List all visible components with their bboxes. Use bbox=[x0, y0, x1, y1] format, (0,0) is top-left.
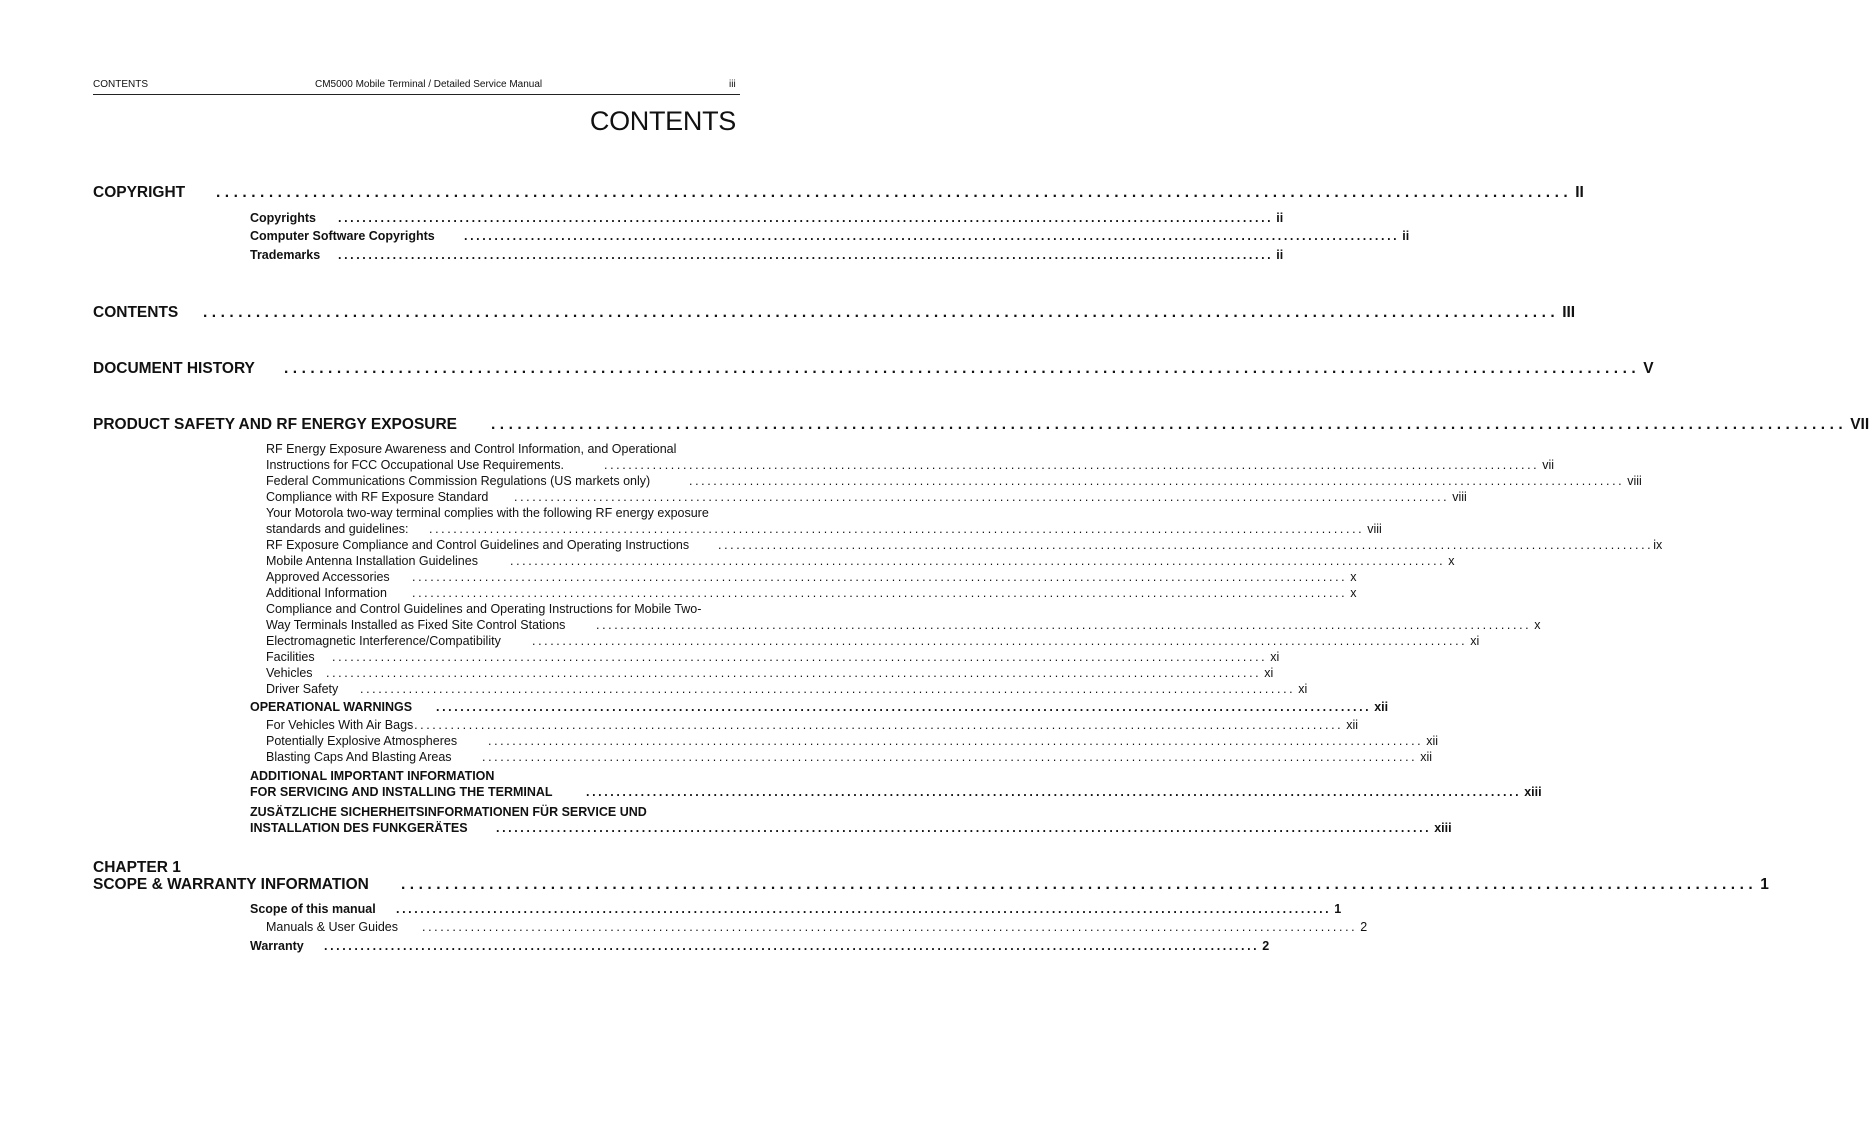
toc-entry-fixed-site[interactable] bbox=[266, 618, 1541, 632]
toc-entry-blasting[interactable] bbox=[266, 750, 1433, 764]
toc-leader: .......................................................................................................................................................... bbox=[482, 750, 1418, 764]
toc-entry-standards[interactable] bbox=[266, 522, 1382, 536]
toc-entry-rf-guidelines[interactable] bbox=[266, 538, 1663, 552]
toc-entry-line: Compliance and Control Guidelines and Operating Instructions for Mobile Two- bbox=[266, 602, 702, 616]
toc-page: viii bbox=[1367, 522, 1382, 536]
toc-label: Instructions for FCC Occupational Use Requirements. bbox=[266, 458, 565, 472]
toc-leader: .......................................................................................................................................................... bbox=[436, 700, 1372, 714]
header-rule bbox=[93, 94, 740, 95]
toc-leader: .......................................................................................................................................................... bbox=[396, 902, 1332, 916]
toc-label: Vehicles bbox=[266, 666, 313, 680]
toc-page: xi bbox=[1264, 666, 1274, 680]
toc-page: ii bbox=[1402, 229, 1410, 243]
toc-entry-driver-safety[interactable] bbox=[266, 682, 1308, 696]
toc-page: VII bbox=[1850, 416, 1869, 433]
toc-entry-scope[interactable] bbox=[250, 902, 1342, 916]
toc-label: DOCUMENT HISTORY bbox=[93, 360, 255, 377]
toc-entry-line: ADDITIONAL IMPORTANT INFORMATION bbox=[250, 769, 495, 783]
running-header-section: CONTENTS bbox=[93, 79, 148, 90]
toc-page: 1 bbox=[1760, 876, 1769, 893]
toc-leader: .......................................................................................................................................................... bbox=[586, 785, 1522, 799]
toc-entry-document-history[interactable] bbox=[93, 360, 1654, 378]
toc-entry-chapter-1[interactable] bbox=[93, 876, 1769, 894]
toc-entry-warranty[interactable] bbox=[250, 939, 1270, 953]
toc-label: Compliance with RF Exposure Standard bbox=[266, 490, 489, 504]
toc-page: III bbox=[1562, 304, 1576, 321]
toc-label: FOR SERVICING AND INSTALLING THE TERMINAL bbox=[250, 785, 553, 799]
toc-leader: .......................................................................................................................................................... bbox=[401, 876, 1758, 893]
toc-label: Mobile Antenna Installation Guidelines bbox=[266, 554, 478, 568]
toc-page: 2 bbox=[1360, 920, 1368, 934]
toc-label: PRODUCT SAFETY AND RF ENERGY EXPOSURE bbox=[93, 416, 458, 433]
toc-entry-antenna[interactable] bbox=[266, 554, 1455, 568]
toc-page: xii bbox=[1346, 718, 1359, 732]
toc-leader: .......................................................................................................................................................... bbox=[429, 522, 1365, 536]
toc-leader: .......................................................................................................................................................... bbox=[514, 490, 1450, 504]
toc-page: xii bbox=[1374, 700, 1389, 714]
toc-leader: .......................................................................................................................................................... bbox=[488, 734, 1424, 748]
toc-label: Blasting Caps And Blasting Areas bbox=[266, 750, 452, 764]
toc-entry-rf-awareness[interactable] bbox=[266, 458, 1555, 472]
toc-leader: .......................................................................................................................................................... bbox=[464, 229, 1400, 243]
toc-leader: .......................................................................................................................................................... bbox=[510, 554, 1446, 568]
toc-label: Electromagnetic Interference/Compatibility bbox=[266, 634, 501, 648]
toc-page: vii bbox=[1542, 458, 1555, 472]
page-title: CONTENTS bbox=[589, 106, 736, 136]
toc-entry-additional-information[interactable] bbox=[266, 586, 1357, 600]
toc-leader: .......................................................................................................................................................... bbox=[332, 650, 1268, 664]
toc-leader: .......................................................................................................................................................... bbox=[532, 634, 1468, 648]
toc-page: x bbox=[1534, 618, 1541, 632]
toc-entry-emi[interactable] bbox=[266, 634, 1480, 648]
toc-leader: .......................................................................................................................................................... bbox=[412, 586, 1348, 600]
toc-leader: .......................................................................................................................................................... bbox=[408, 718, 1344, 732]
toc-page: xi bbox=[1470, 634, 1480, 648]
toc-label: INSTALLATION DES FUNKGERÄTES bbox=[250, 821, 468, 835]
toc-label: For Vehicles With Air Bags bbox=[266, 718, 414, 732]
toc-entry-software-copyrights[interactable] bbox=[250, 229, 1410, 243]
toc-leader: .......................................................................................................................................................... bbox=[496, 821, 1432, 835]
toc-page: xii bbox=[1420, 750, 1433, 764]
toc-entry-air-bags[interactable] bbox=[266, 718, 1359, 732]
toc-leader: .......................................................................................................................................................... bbox=[360, 682, 1296, 696]
toc-leader: .......................................................................................................................................................... bbox=[324, 939, 1260, 953]
toc-label: Driver Safety bbox=[266, 682, 339, 696]
toc-page: V bbox=[1643, 360, 1654, 377]
toc-leader: .......................................................................................................................................................... bbox=[689, 474, 1625, 488]
toc-leader: .......................................................................................................................................................... bbox=[203, 304, 1560, 321]
toc-entry-copyrights[interactable] bbox=[250, 211, 1284, 225]
toc-leader: .......................................................................................................................................................... bbox=[422, 920, 1358, 934]
toc-page: ii bbox=[1276, 248, 1284, 262]
toc-entry-additional-important[interactable] bbox=[250, 785, 1542, 799]
toc-entry-trademarks[interactable] bbox=[250, 248, 1284, 262]
toc-page: x bbox=[1350, 570, 1357, 584]
toc-entry-vehicles[interactable] bbox=[266, 666, 1274, 680]
toc-leader: .......................................................................................................................................................... bbox=[604, 458, 1540, 472]
chapter-number: CHAPTER 1 bbox=[93, 859, 181, 876]
toc-leader: .......................................................................................................................................................... bbox=[338, 211, 1274, 225]
toc-label: SCOPE & WARRANTY INFORMATION bbox=[93, 876, 369, 893]
toc-page: x bbox=[1448, 554, 1455, 568]
toc-label: Trademarks bbox=[250, 248, 321, 262]
toc-label: Scope of this manual bbox=[250, 902, 376, 916]
toc-page: ix bbox=[1653, 538, 1663, 552]
toc-label: Computer Software Copyrights bbox=[250, 229, 435, 243]
toc-label: Warranty bbox=[250, 939, 304, 953]
toc-label: Additional Information bbox=[266, 586, 387, 600]
toc-leader: .......................................................................................................................................................... bbox=[284, 360, 1641, 377]
toc-page: viii bbox=[1627, 474, 1642, 488]
toc-entry-zusaetzliche[interactable] bbox=[250, 821, 1452, 835]
toc-page: xiii bbox=[1524, 785, 1542, 799]
toc-leader: .......................................................................................................................................................... bbox=[491, 416, 1848, 433]
toc-entry-line: ZUSÄTZLICHE SICHERHEITSINFORMATIONEN FÜR SERVICE UND bbox=[250, 805, 647, 819]
toc-entry-compliance[interactable] bbox=[266, 490, 1467, 504]
toc-label: Facilities bbox=[266, 650, 315, 664]
toc-label: Way Terminals Installed as Fixed Site Control Stations bbox=[266, 618, 566, 632]
toc-page: xi bbox=[1270, 650, 1280, 664]
toc-entry-operational-warnings[interactable] bbox=[250, 700, 1389, 714]
toc-entry-contents[interactable] bbox=[93, 304, 1576, 322]
toc-leader: .......................................................................................................................................................... bbox=[338, 248, 1274, 262]
toc-label: RF Exposure Compliance and Control Guidelines and Operating Instructions bbox=[266, 538, 690, 552]
toc-leader: .......................................................................................................................................................... bbox=[216, 184, 1573, 201]
toc-label: OPERATIONAL WARNINGS bbox=[250, 700, 413, 714]
toc-leader: .......................................................................................................................................................... bbox=[326, 666, 1262, 680]
toc-label: Potentially Explosive Atmospheres bbox=[266, 734, 458, 748]
toc-label: Manuals & User Guides bbox=[266, 920, 399, 934]
toc-leader: .......................................................................................................................................................... bbox=[412, 570, 1348, 584]
toc-page: 2 bbox=[1262, 939, 1270, 953]
toc-label: Copyrights bbox=[250, 211, 316, 225]
toc-entry-manuals[interactable] bbox=[266, 920, 1368, 934]
toc-entry-line: RF Energy Exposure Awareness and Control Information, and Operational bbox=[266, 442, 677, 456]
running-header-page-number: iii bbox=[729, 79, 736, 90]
toc-page: xii bbox=[1426, 734, 1439, 748]
toc-entry-product-safety[interactable] bbox=[93, 416, 1869, 434]
toc-page: x bbox=[1350, 586, 1357, 600]
toc-label: Federal Communications Commission Regulations (US markets only) bbox=[266, 474, 651, 488]
toc-page: II bbox=[1575, 184, 1584, 201]
toc-label: standards and guidelines: bbox=[266, 522, 409, 536]
running-header-title: CM5000 Mobile Terminal / Detailed Service Manual bbox=[315, 79, 543, 90]
toc-entry-explosive[interactable] bbox=[266, 734, 1439, 748]
toc-label: Approved Accessories bbox=[266, 570, 390, 584]
toc-label: CONTENTS bbox=[93, 304, 179, 321]
toc-entry-fcc[interactable] bbox=[266, 474, 1642, 488]
toc-entry-accessories[interactable] bbox=[266, 570, 1357, 584]
toc-entry-facilities[interactable] bbox=[266, 650, 1280, 664]
toc-page: ii bbox=[1276, 211, 1284, 225]
toc-label: COPYRIGHT bbox=[93, 184, 186, 201]
toc-page: xi bbox=[1298, 682, 1308, 696]
toc-page: 1 bbox=[1334, 902, 1342, 916]
toc-entry-copyright[interactable] bbox=[93, 184, 1584, 202]
toc-page: viii bbox=[1452, 490, 1467, 504]
toc-leader: .......................................................................................................................................................... bbox=[718, 538, 1654, 552]
toc-leader: .......................................................................................................................................................... bbox=[596, 618, 1532, 632]
toc-page: xiii bbox=[1434, 821, 1452, 835]
toc-entry-line: Your Motorola two-way terminal complies with the following RF energy exposure bbox=[266, 506, 709, 520]
